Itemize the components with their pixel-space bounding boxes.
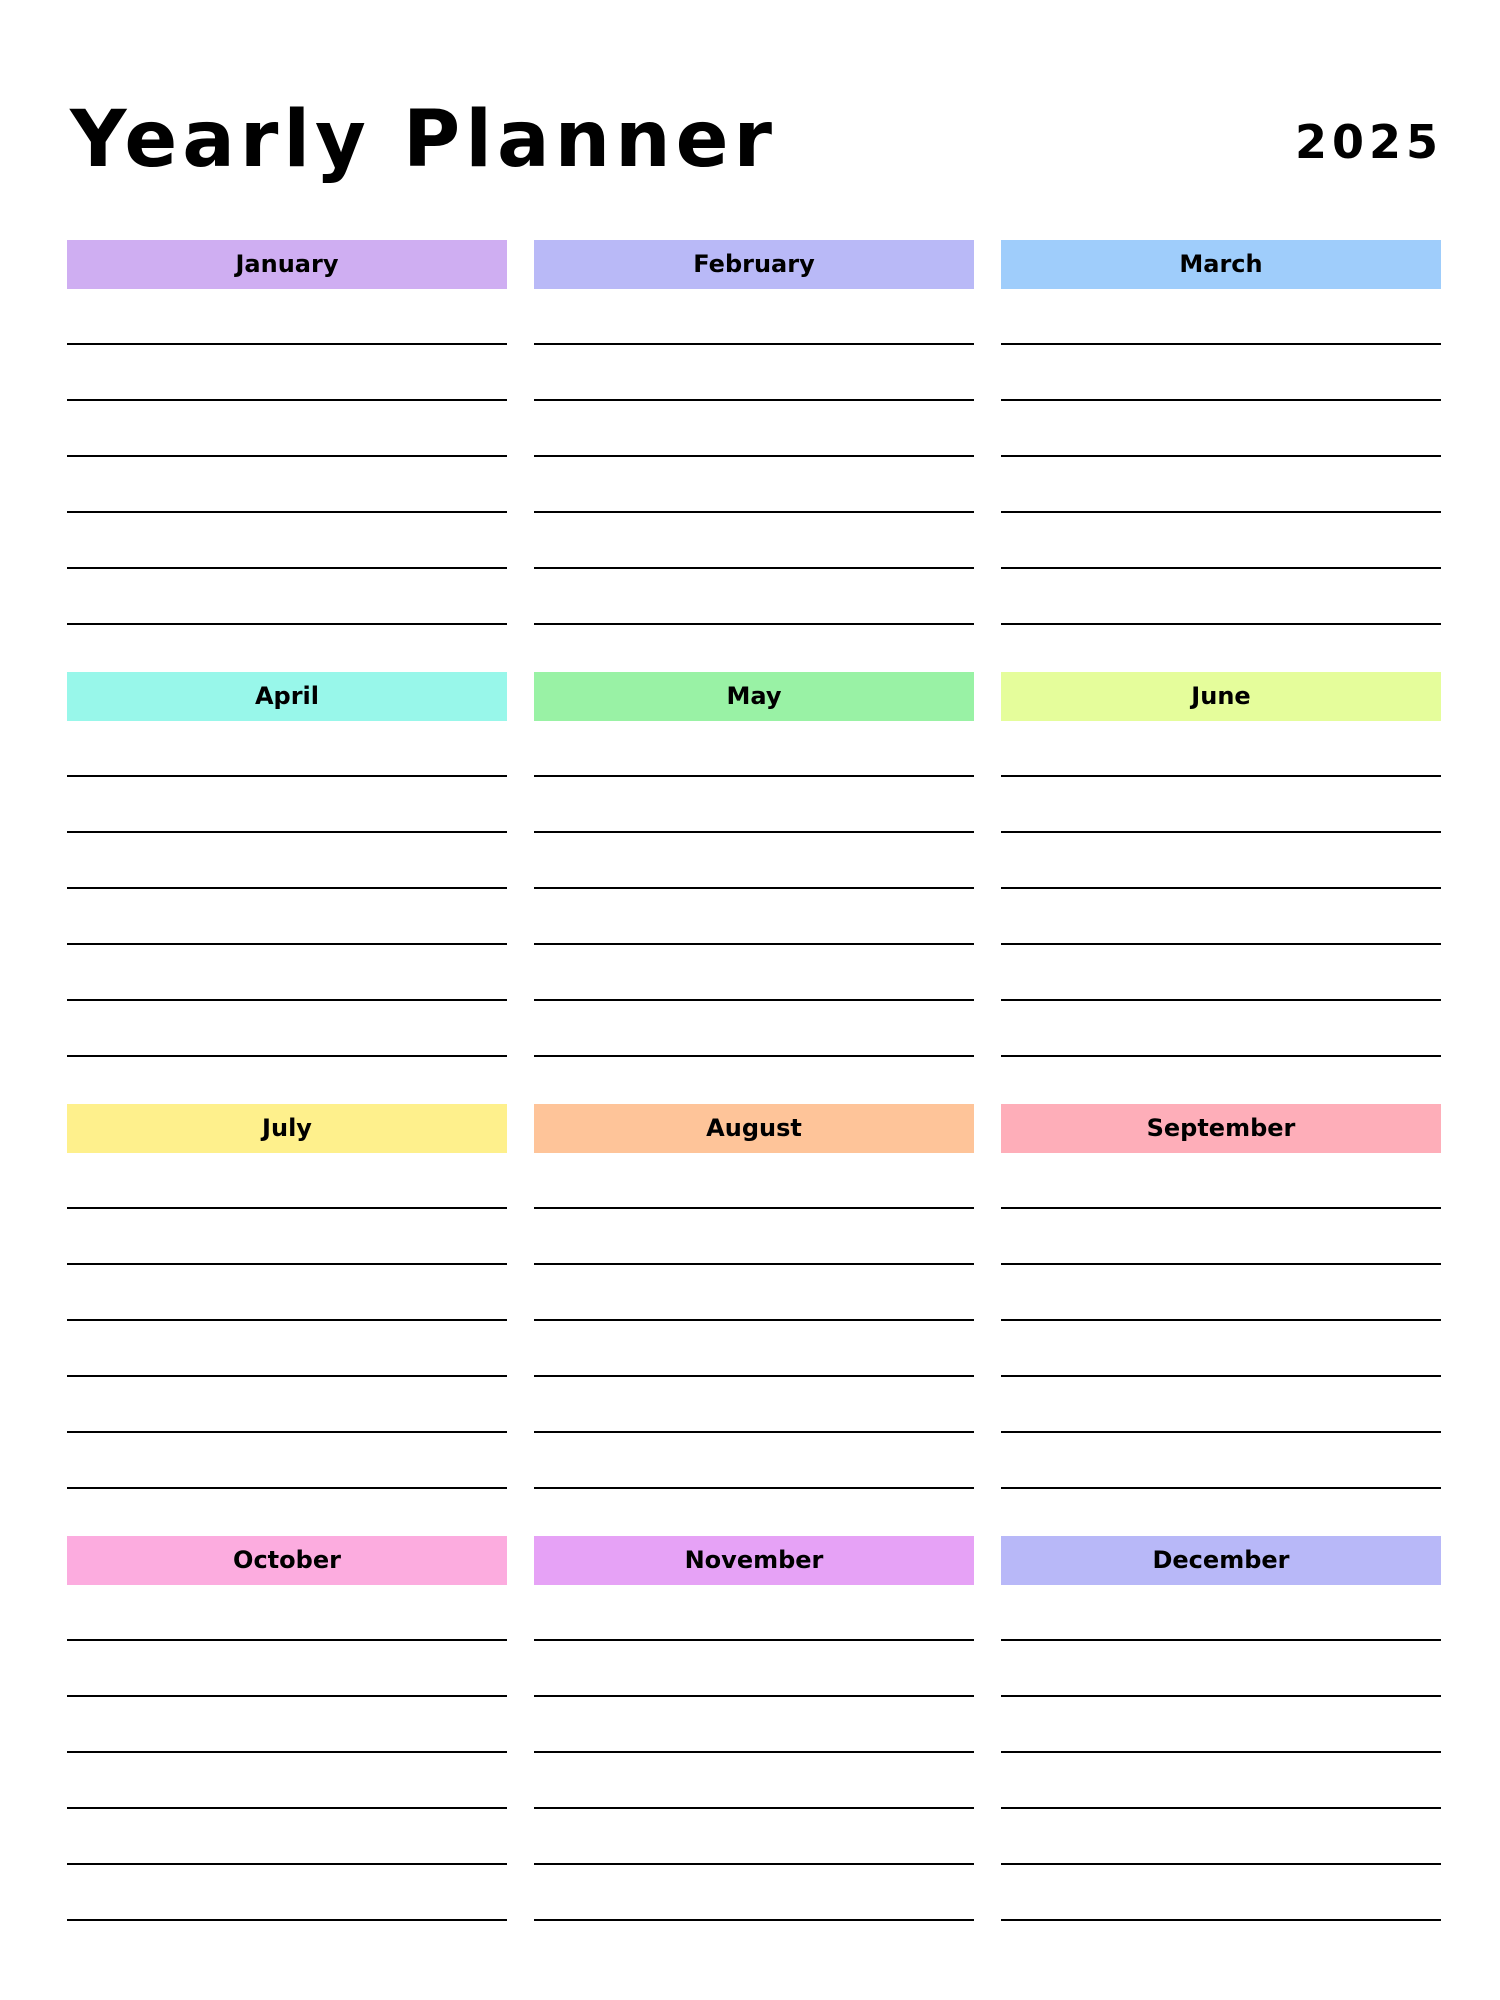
note-line <box>1001 721 1441 777</box>
month-february <box>534 240 974 625</box>
note-lines <box>1001 1585 1441 1921</box>
note-line <box>534 1209 974 1265</box>
note-line <box>1001 1153 1441 1209</box>
note-line <box>67 401 507 457</box>
note-line <box>67 721 507 777</box>
note-line <box>534 1641 974 1697</box>
note-line <box>1001 945 1441 1001</box>
note-lines <box>1001 289 1441 625</box>
month-header: February <box>534 240 974 289</box>
note-line <box>534 1865 974 1921</box>
note-line <box>1001 1321 1441 1377</box>
note-line <box>67 1321 507 1377</box>
note-line <box>1001 1641 1441 1697</box>
note-line <box>534 1321 974 1377</box>
month-header: October <box>67 1536 507 1585</box>
note-lines <box>534 289 974 625</box>
note-line <box>67 1433 507 1489</box>
note-line <box>67 513 507 569</box>
note-lines <box>67 1585 507 1921</box>
note-lines <box>534 1585 974 1921</box>
note-lines <box>67 721 507 1057</box>
note-line <box>67 457 507 513</box>
note-line <box>1001 1209 1441 1265</box>
note-line <box>67 1153 507 1209</box>
note-line <box>534 1809 974 1865</box>
month-december <box>1001 1536 1441 1921</box>
note-line <box>67 1753 507 1809</box>
month-august <box>534 1104 974 1489</box>
note-line <box>534 833 974 889</box>
note-line <box>534 513 974 569</box>
note-line <box>1001 1865 1441 1921</box>
note-line <box>1001 345 1441 401</box>
month-march <box>1001 240 1441 625</box>
note-line <box>1001 777 1441 833</box>
note-line <box>1001 1433 1441 1489</box>
month-january <box>67 240 507 625</box>
month-may <box>534 672 974 1057</box>
note-line <box>67 1209 507 1265</box>
months-grid <box>67 240 1441 1921</box>
note-line <box>67 569 507 625</box>
note-line <box>534 1377 974 1433</box>
note-line <box>67 345 507 401</box>
note-lines <box>534 1153 974 1489</box>
note-line <box>67 1377 507 1433</box>
month-header: May <box>534 672 974 721</box>
note-line <box>534 945 974 1001</box>
note-line <box>534 1265 974 1321</box>
note-lines <box>67 1153 507 1489</box>
month-november <box>534 1536 974 1921</box>
note-line <box>534 401 974 457</box>
note-line <box>1001 1809 1441 1865</box>
note-line <box>1001 1377 1441 1433</box>
note-line <box>534 1153 974 1209</box>
note-line <box>1001 1265 1441 1321</box>
year-label: 2025 <box>1294 115 1443 169</box>
note-line <box>67 833 507 889</box>
month-header: June <box>1001 672 1441 721</box>
note-line <box>534 345 974 401</box>
note-line <box>534 289 974 345</box>
month-header: March <box>1001 240 1441 289</box>
note-line <box>1001 569 1441 625</box>
month-header: August <box>534 1104 974 1153</box>
note-line <box>1001 1585 1441 1641</box>
note-line <box>67 777 507 833</box>
note-line <box>67 289 507 345</box>
note-line <box>534 1753 974 1809</box>
note-line <box>67 945 507 1001</box>
note-line <box>1001 1697 1441 1753</box>
note-line <box>1001 1753 1441 1809</box>
month-july <box>67 1104 507 1489</box>
note-line <box>67 1265 507 1321</box>
note-line <box>67 1697 507 1753</box>
month-header: December <box>1001 1536 1441 1585</box>
note-line <box>1001 513 1441 569</box>
note-line <box>534 889 974 945</box>
note-lines <box>534 721 974 1057</box>
month-header: September <box>1001 1104 1441 1153</box>
note-line <box>67 1001 507 1057</box>
month-header: January <box>67 240 507 289</box>
note-line <box>67 1865 507 1921</box>
note-line <box>1001 889 1441 945</box>
note-line <box>1001 401 1441 457</box>
month-june <box>1001 672 1441 1057</box>
note-line <box>534 569 974 625</box>
note-line <box>534 1585 974 1641</box>
month-header: April <box>67 672 507 721</box>
month-header: November <box>534 1536 974 1585</box>
note-line <box>67 889 507 945</box>
note-line <box>534 777 974 833</box>
note-line <box>1001 289 1441 345</box>
note-line <box>1001 1001 1441 1057</box>
note-line <box>1001 457 1441 513</box>
note-line <box>534 1433 974 1489</box>
month-october <box>67 1536 507 1921</box>
note-lines <box>67 289 507 625</box>
note-line <box>534 1697 974 1753</box>
month-september <box>1001 1104 1441 1489</box>
note-line <box>67 1585 507 1641</box>
note-line <box>534 1001 974 1057</box>
note-line <box>534 721 974 777</box>
month-header: July <box>67 1104 507 1153</box>
note-lines <box>1001 1153 1441 1489</box>
note-line <box>67 1641 507 1697</box>
page-title: Yearly Planner <box>70 95 778 185</box>
note-line <box>67 1809 507 1865</box>
note-line <box>534 457 974 513</box>
note-lines <box>1001 721 1441 1057</box>
month-april <box>67 672 507 1057</box>
note-line <box>1001 833 1441 889</box>
